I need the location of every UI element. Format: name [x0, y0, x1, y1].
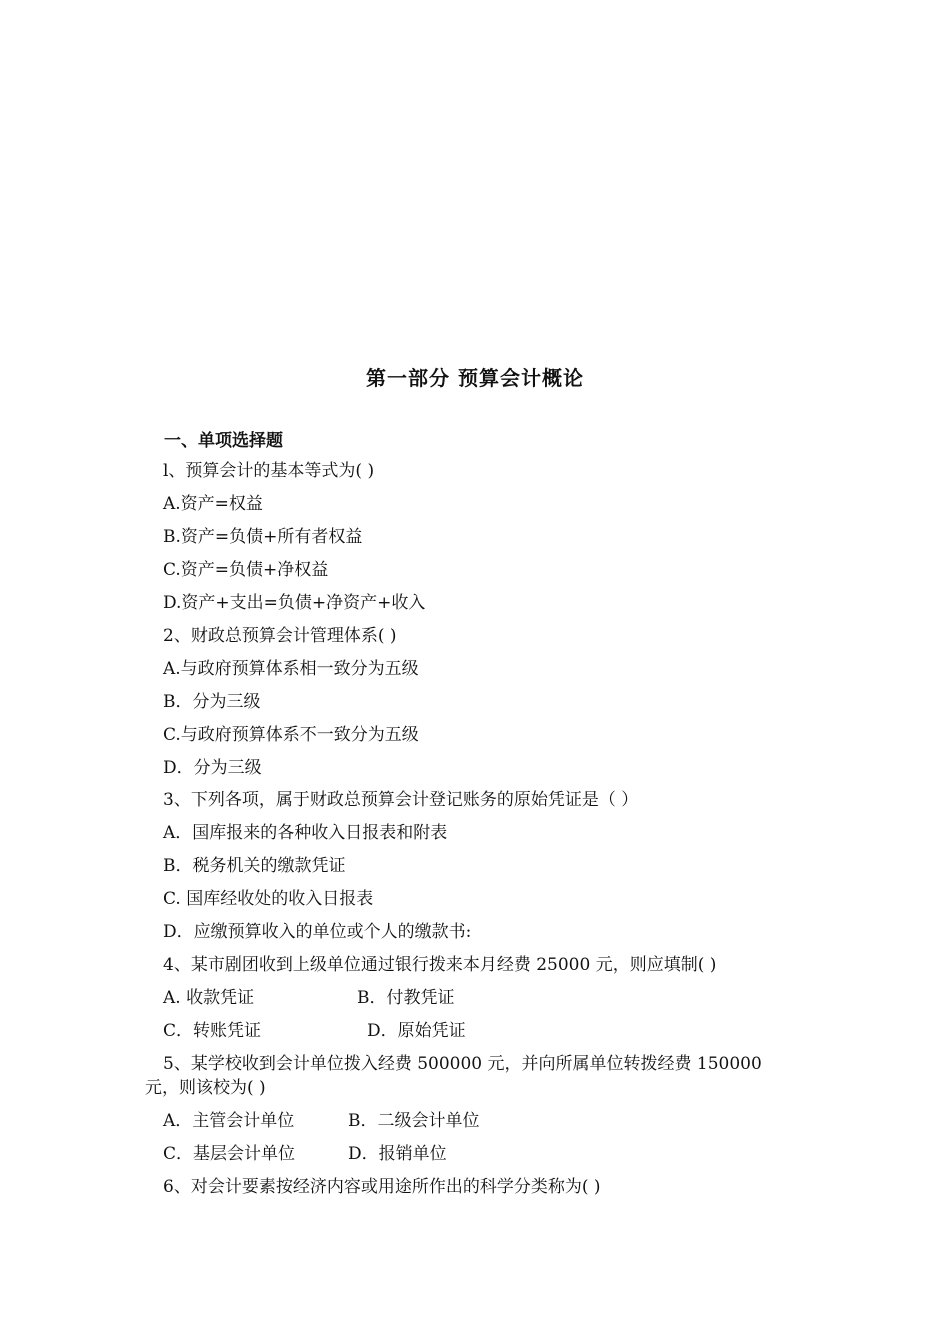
- question-1-option-b: B.资产=负债+所有者权益: [163, 527, 363, 547]
- question-3-option-d: D．应缴预算收入的单位或个人的缴款书:: [163, 922, 472, 942]
- question-4-option-b: B．付教凭证: [357, 988, 455, 1008]
- question-2-option-b: B．分为三级: [163, 692, 261, 712]
- question-3-option-a: A．国库报来的各种收入日报表和附表: [163, 823, 448, 843]
- question-2-stem: 2、财政总预算会计管理体系( ): [163, 626, 397, 646]
- section-heading: 一、单项选择题: [164, 431, 283, 451]
- question-3-option-b: B．税务机关的缴款凭证: [163, 856, 346, 876]
- question-2-option-c: C.与政府预算体系不一致分为五级: [163, 725, 419, 745]
- question-5-option-c: C．基层会计单位: [163, 1144, 296, 1164]
- question-2-option-a: A.与政府预算体系相一致分为五级: [163, 659, 419, 679]
- question-4-option-d: D．原始凭证: [367, 1021, 466, 1041]
- question-4-row-1: [163, 986, 455, 1010]
- question-5-option-b: B．二级会计单位: [348, 1111, 480, 1131]
- question-6-stem: 6、对会计要素按经济内容或用途所作出的科学分类称为( ): [163, 1177, 601, 1197]
- question-5-stem-line-1: 5、某学校收到会计单位拨入经费 500000 元，并向所属单位转拨经费 150000: [163, 1054, 762, 1074]
- question-1-stem: l、预算会计的基本等式为( ): [163, 461, 375, 481]
- question-5-option-a: A．主管会计单位: [163, 1111, 295, 1131]
- question-5-row-1: [163, 1109, 480, 1133]
- question-3-stem: 3、下列各项，属于财政总预算会计登记账务的原始凭证是（ ）: [163, 790, 639, 810]
- question-1-option-a: A.资产=权益: [163, 494, 263, 514]
- question-2-option-d: D．分为三级: [163, 758, 262, 778]
- question-1-option-c: C.资产=负债+净权益: [163, 560, 329, 580]
- question-5-option-d: D．报销单位: [348, 1144, 447, 1164]
- page-title: 第一部分 预算会计概论: [366, 366, 584, 390]
- question-4-option-a: A. 收款凭证: [163, 988, 255, 1008]
- question-1-option-d: D.资产+支出=负债+净资产+收入: [163, 593, 426, 613]
- question-3-option-c: C. 国库经收处的收入日报表: [163, 889, 374, 909]
- question-5-stem-line-2: 元，则该校为( ): [145, 1078, 266, 1098]
- question-4-stem: 4、某市剧团收到上级单位通过银行拨来本月经费 25000 元，则应填制( ): [163, 955, 717, 975]
- question-5-row-2: [163, 1142, 447, 1166]
- question-4-option-c: C．转账凭证: [163, 1021, 262, 1041]
- question-4-row-2: [163, 1019, 466, 1043]
